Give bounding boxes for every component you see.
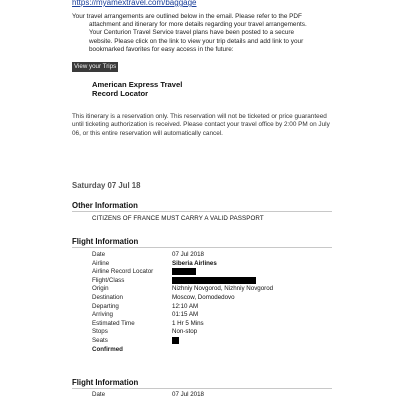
field-label: Estimated Time xyxy=(92,319,135,327)
notice-line: until ticketing authorization is received. Please contact your travel office by 2:00 PM on July xyxy=(72,121,330,129)
field-label: Origin xyxy=(92,285,109,293)
date-heading: Saturday 07 Jul 18 xyxy=(72,181,141,190)
field-value: 07 Jul 2018 xyxy=(172,391,204,398)
notice-line: This itinerary is a reservation only. This reservation will not be ticketed or price guaranteed xyxy=(72,113,327,120)
baggage-link[interactable]: https://myamextravel.com/baggage xyxy=(72,0,197,7)
intro-line: Your travel arrangements are outlined below in the email. Please refer to the PDF xyxy=(72,13,302,20)
flight-information-title: Flight Information xyxy=(72,237,139,246)
field-label: Date xyxy=(92,391,106,398)
redaction xyxy=(172,268,196,275)
flight-row xyxy=(92,260,273,269)
intro-line: bookmarked favorites for easy access in the future: xyxy=(89,45,234,53)
intro-paragraph xyxy=(72,13,342,54)
field-label: Airline Record Locator xyxy=(92,268,154,276)
airline-name: Siberia Airlines xyxy=(172,259,217,267)
field-label: Destination xyxy=(92,293,123,301)
flight-details-2 xyxy=(92,391,204,400)
field-label: Arriving xyxy=(92,311,113,319)
redaction xyxy=(172,277,256,284)
flight-row xyxy=(92,311,273,320)
field-value: 07 Jul 2018 xyxy=(172,251,204,258)
field-label: Date xyxy=(92,251,106,258)
field-value: 01:15 AM xyxy=(172,311,199,319)
redaction xyxy=(172,337,179,344)
intro-line: Your Centurion Travel Service travel plans have been posted to a secure xyxy=(89,29,295,37)
intro-line: website. Please click on the link to view your trip details and add link to your xyxy=(89,37,304,45)
flight-details-1 xyxy=(92,251,273,354)
agency-block xyxy=(92,81,182,98)
flight-row xyxy=(92,294,273,303)
flight-row xyxy=(92,346,273,355)
field-value: 12:10 AM xyxy=(172,302,199,310)
agency-name: American Express Travel xyxy=(92,80,183,89)
view-trips-button[interactable]: View your Trips xyxy=(74,63,117,70)
reservation-notice xyxy=(72,113,352,138)
field-label: Flight/Class xyxy=(92,276,125,284)
divider xyxy=(72,247,332,248)
field-value: Moscow, Domodedovo xyxy=(172,293,235,301)
flight-row xyxy=(92,391,204,400)
flight-row xyxy=(92,337,273,346)
flight-information-title: Flight Information xyxy=(72,378,139,387)
field-label: Departing xyxy=(92,302,119,310)
other-information-title: Other Information xyxy=(72,201,138,210)
field-value: Nizhniy Novgorod, Nizhniy Novgorod xyxy=(172,285,274,293)
flight-row xyxy=(92,268,273,277)
flight-row xyxy=(92,328,273,337)
intro-line: attachment and itinerary for more details regarding your travel arrangements. xyxy=(89,21,307,29)
flight-row xyxy=(92,277,273,286)
field-value xyxy=(172,268,196,277)
field-label: Airline xyxy=(92,259,110,267)
divider xyxy=(72,211,332,212)
field-value: 1 Hr 5 Mins xyxy=(172,319,204,327)
notice-line: 06, or this entire reservation will automatically cancel. xyxy=(72,129,223,137)
field-value xyxy=(172,277,256,286)
flight-row xyxy=(92,251,273,260)
field-value xyxy=(172,337,179,346)
flight-row xyxy=(92,303,273,312)
flight-row xyxy=(92,285,273,294)
divider xyxy=(72,388,332,389)
field-label: Stops xyxy=(92,328,108,336)
record-locator-label: Record Locator xyxy=(92,88,149,98)
flight-row xyxy=(92,320,273,329)
field-value: Non-stop xyxy=(172,328,198,336)
booking-status: Confirmed xyxy=(92,345,123,353)
field-label: Seats xyxy=(92,336,108,344)
passport-note: CITIZENS OF FRANCE MUST CARRY A VALID PASSPORT xyxy=(92,215,264,222)
